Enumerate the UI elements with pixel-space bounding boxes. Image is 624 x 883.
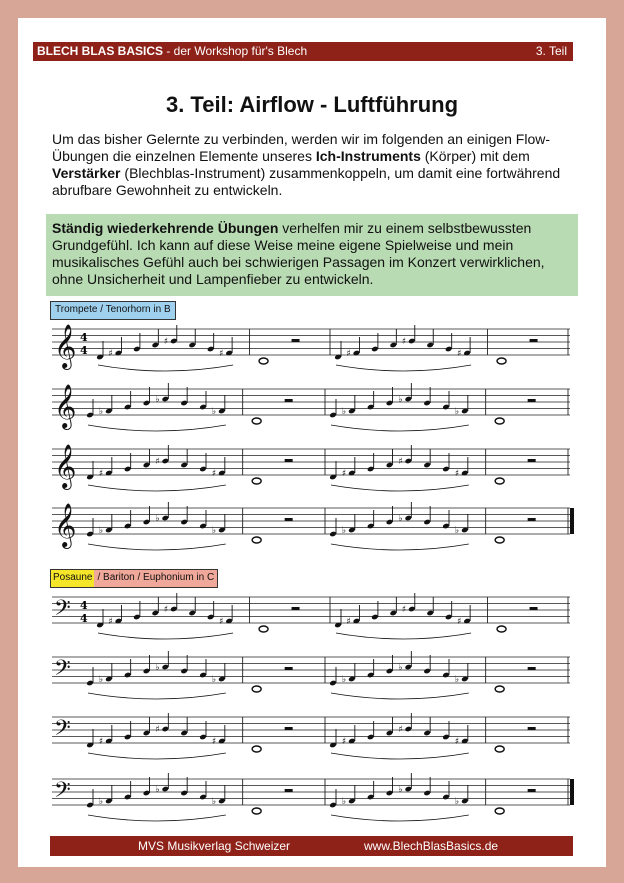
svg-text:♯: ♯ bbox=[155, 457, 160, 467]
svg-text:♭: ♭ bbox=[454, 526, 460, 536]
instrument-label-treble: Trompete / Tenorhorn in B bbox=[50, 301, 176, 320]
footer-bar bbox=[50, 836, 573, 856]
svg-text:♯: ♯ bbox=[219, 349, 224, 359]
svg-text:♯: ♯ bbox=[108, 617, 113, 627]
time-signature-top: 4 bbox=[80, 331, 88, 344]
header-bar bbox=[33, 42, 573, 61]
svg-text:♭: ♭ bbox=[98, 675, 104, 685]
svg-text:♭: ♭ bbox=[454, 797, 460, 807]
svg-text:♯: ♯ bbox=[398, 725, 403, 735]
staff-2 bbox=[50, 379, 574, 439]
svg-text:♯: ♯ bbox=[346, 617, 351, 627]
staff-1 bbox=[50, 319, 574, 379]
footer-publisher: MVS Musikverlag Schweizer bbox=[138, 839, 291, 853]
treble-clef-icon: 𝄞 bbox=[54, 384, 77, 428]
svg-text:♯: ♯ bbox=[219, 617, 224, 627]
svg-text:♭: ♭ bbox=[341, 675, 347, 685]
svg-text:♯: ♯ bbox=[163, 605, 169, 615]
svg-text:♭: ♭ bbox=[98, 407, 104, 417]
svg-text:♯: ♯ bbox=[457, 349, 462, 359]
footer-website: www.BlechBlasBasics.de bbox=[364, 839, 499, 853]
bass-clef-icon: 𝄢 bbox=[54, 778, 71, 808]
svg-text:♭: ♭ bbox=[398, 663, 403, 673]
svg-text:♯: ♯ bbox=[155, 725, 160, 735]
svg-text:♭: ♭ bbox=[155, 663, 160, 673]
svg-text:♭: ♭ bbox=[211, 797, 217, 807]
svg-text:♭: ♭ bbox=[98, 526, 104, 536]
staff-7 bbox=[50, 707, 574, 767]
svg-text:♯: ♯ bbox=[401, 605, 407, 615]
highlight-box bbox=[46, 214, 578, 296]
intro-paragraph: Um das bisher Gelernte zu verbinden, werden wir im folgenden an einigen Flow-Übungen die einzelnen Elemente unseres Ich-Instruments (Körper) mit dem Verstärker (Blechblas-Instrument) zusammenkoppeln, um damit eine fortwährend abrufbare Gewohnheit zu entwickeln. bbox=[52, 131, 561, 198]
header-part: 3. Teil bbox=[535, 44, 567, 58]
svg-text:♭: ♭ bbox=[211, 675, 217, 685]
svg-text:♯: ♯ bbox=[398, 457, 403, 467]
staff-3 bbox=[50, 439, 574, 499]
svg-text:♯: ♯ bbox=[341, 469, 347, 479]
svg-text:♭: ♭ bbox=[398, 514, 403, 524]
svg-text:♯: ♯ bbox=[341, 737, 347, 747]
svg-text:♭: ♭ bbox=[454, 675, 460, 685]
svg-text:♯: ♯ bbox=[457, 617, 462, 627]
bass-clef-icon: 𝄢 bbox=[54, 656, 71, 686]
page-title: 3. Teil: Airflow - Luftführung bbox=[165, 92, 459, 117]
svg-text:♯: ♯ bbox=[98, 737, 104, 747]
staff-6 bbox=[50, 647, 574, 707]
instrument-label-bass: Posaune / Bariton / Euphonium in C bbox=[50, 569, 218, 588]
svg-text:♭: ♭ bbox=[155, 785, 160, 795]
svg-text:♯: ♯ bbox=[454, 469, 460, 479]
svg-text:♭: ♭ bbox=[155, 395, 160, 405]
svg-text:♯: ♯ bbox=[211, 737, 217, 747]
svg-text:♯: ♯ bbox=[108, 349, 113, 359]
time-signature-top: 4 bbox=[80, 599, 88, 612]
svg-text:♯: ♯ bbox=[163, 337, 169, 347]
svg-text:♭: ♭ bbox=[398, 395, 403, 405]
svg-text:♯: ♯ bbox=[346, 349, 351, 359]
staff-8 bbox=[50, 769, 574, 829]
bass-clef-icon: 𝄢 bbox=[54, 596, 71, 626]
svg-text:♭: ♭ bbox=[341, 526, 347, 536]
svg-text:♭: ♭ bbox=[211, 526, 217, 536]
treble-clef-icon: 𝄞 bbox=[54, 444, 77, 488]
staff-4 bbox=[50, 498, 574, 558]
treble-clef-icon: 𝄞 bbox=[54, 503, 77, 547]
svg-text:♭: ♭ bbox=[211, 407, 217, 417]
svg-text:♭: ♭ bbox=[398, 785, 403, 795]
svg-text:♭: ♭ bbox=[341, 797, 347, 807]
bass-clef-icon: 𝄢 bbox=[54, 716, 71, 746]
svg-text:♭: ♭ bbox=[155, 514, 160, 524]
header-title: BLECH BLAS BASICS - der Workshop für's Blech bbox=[37, 44, 308, 58]
svg-text:♭: ♭ bbox=[454, 407, 460, 417]
staff-5 bbox=[50, 587, 574, 647]
svg-text:♯: ♯ bbox=[98, 469, 104, 479]
svg-text:♯: ♯ bbox=[211, 469, 217, 479]
svg-text:♭: ♭ bbox=[98, 797, 104, 807]
time-signature-bottom: 4 bbox=[80, 612, 88, 625]
svg-text:♯: ♯ bbox=[401, 337, 407, 347]
highlight-text: Ständig wiederkehrende Übungen verhelfen mir zu einem selbstbewussten Grundgefühl. Ich kann auf diese Weise meine eigene Spielweise und mein musikalisches Gefühl auch bei schwierigen Passagen im Konzert verwirklichen, ohne Unsicherheit und Lampenfieber zu entwickeln. bbox=[52, 220, 545, 287]
time-signature-bottom: 4 bbox=[80, 344, 88, 357]
svg-text:♭: ♭ bbox=[341, 407, 347, 417]
treble-clef-icon: 𝄞 bbox=[54, 324, 77, 368]
svg-text:♯: ♯ bbox=[454, 737, 460, 747]
